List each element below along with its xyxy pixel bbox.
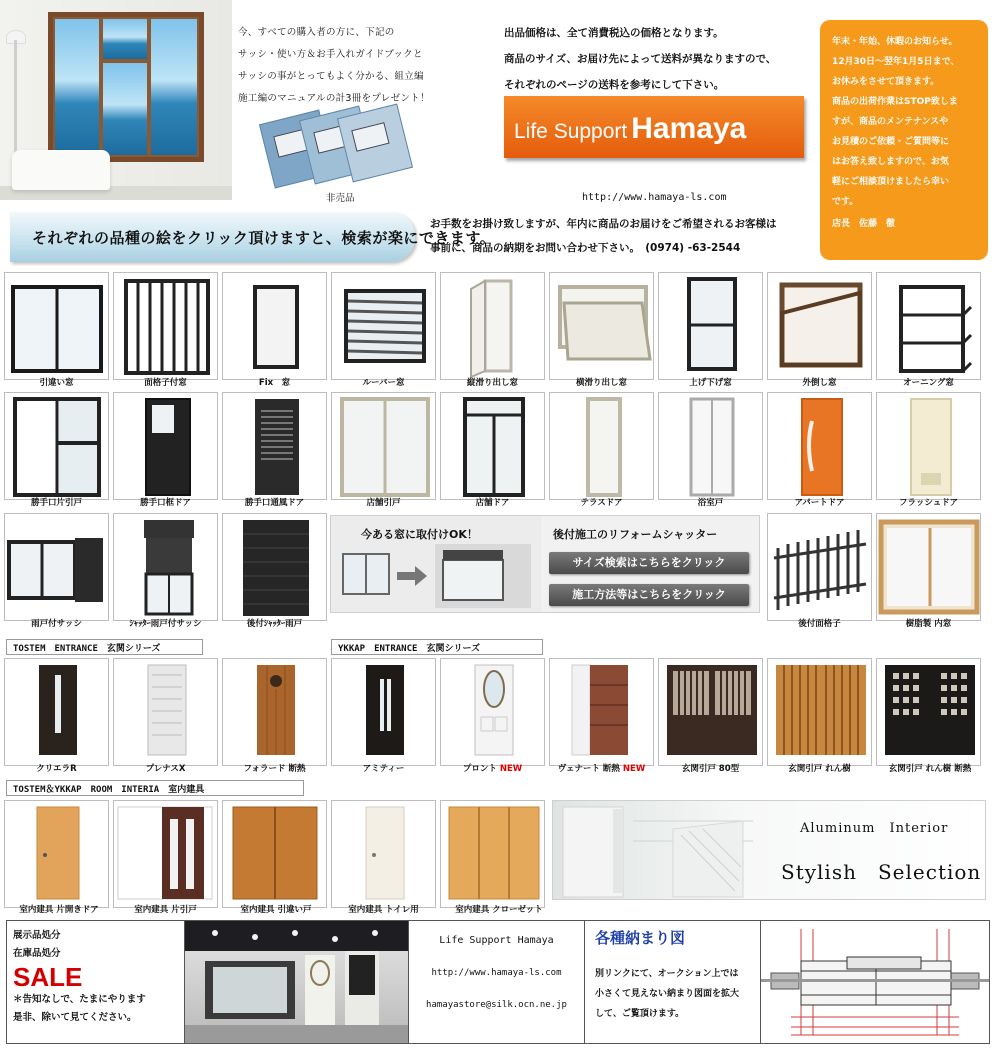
label-fix-window: Fix 窓 [258, 378, 291, 388]
fit-drawings-title: 各種納まり図 [595, 929, 686, 947]
label-louver-window: ルーバー窓 [362, 378, 405, 388]
label-storm-shutter-sash: 雨戸付サッシ [31, 619, 82, 629]
product-entrance-forard[interactable] [222, 658, 327, 766]
label-apartment-door: アパートドア [794, 498, 845, 508]
product-sliding-entrance-renju[interactable] [767, 658, 872, 766]
product-retrofit-grille[interactable] [767, 513, 872, 621]
product-entrance-pronto[interactable] [440, 658, 545, 766]
product-entrance-amity[interactable] [331, 658, 436, 766]
label-interior-sliding-door: 室内建具 片引戸 [134, 905, 197, 915]
label-shop-sliding-door: 店舗引戸 [366, 498, 401, 508]
new-badge: NEW [499, 764, 523, 774]
product-shop-sliding-door[interactable] [331, 392, 436, 500]
brand-name: Hamaya [631, 112, 747, 145]
label-interior-closet: 室内建具 クローゼット [455, 905, 543, 915]
label-flush-door: フラッシュドア [899, 498, 958, 508]
present-intro-text: 今、すべての購入者の方に、下記の サッシ・使い方＆お手入れガイドブックと サッシの事がとってもよく分かる、組立編 施工編のマニュアルの計3冊をプレゼント！ [238, 27, 430, 104]
label-resin-inner-window: 樹脂製 内窓 [905, 619, 952, 629]
tostem-entrance-title: TOSTEM ENTRANCE 玄関シリーズ [6, 639, 203, 655]
product-interior-toilet-door[interactable] [331, 800, 436, 908]
product-sliding-entrance-80[interactable] [658, 658, 763, 766]
label-terrace-door: テラスドア [580, 498, 623, 508]
guidebook-image [258, 110, 408, 186]
retrofit-shutter-promo[interactable] [330, 515, 760, 613]
label-sliding-entrance-renju-insulated: 玄関引戸 れん樹 断熱 [888, 764, 972, 774]
product-flush-door[interactable] [876, 392, 981, 500]
product-entrance-criera[interactable] [4, 658, 109, 766]
search-hint-banner: それぞれの品種の絵をクリック頂けますと、検索が楽にできます。 [10, 212, 415, 262]
label-interior-hinged-door: 室内建具 片開きドア [19, 905, 99, 915]
label-sliding-window: 引違い窓 [39, 378, 74, 388]
clearance-sale-section[interactable]: 展示品処分 在庫品処分 SALE ＊告知なしで、たまにやります 是非、除いて見てください。 [7, 921, 185, 1043]
brand-prefix: Life Support [514, 120, 628, 143]
hero-room-image [0, 0, 232, 200]
product-interior-closet[interactable] [440, 800, 545, 908]
product-retrofit-shutter[interactable] [222, 513, 327, 621]
product-bathroom-door[interactable] [658, 392, 763, 500]
product-interior-double-sliding-door[interactable] [222, 800, 327, 908]
label-jalousie-window: オーニング窓 [903, 378, 954, 388]
product-entrance-plenas[interactable] [113, 658, 218, 766]
product-interior-hinged-door[interactable] [4, 800, 109, 908]
label-awning-window: 横滑り出し窓 [575, 378, 627, 388]
label-casement-window: 縦滑り出し窓 [466, 378, 518, 388]
label-kitchen-vent-door: 勝手口通風ドア [244, 498, 305, 508]
product-double-hung-window[interactable] [658, 272, 763, 380]
product-kitchen-vent-door[interactable] [222, 392, 327, 500]
product-apartment-door[interactable] [767, 392, 872, 500]
ykkap-entrance-title: YKKAP ENTRANCE 玄関シリーズ [331, 639, 543, 655]
contact-section [409, 921, 585, 1043]
fit-drawings-section[interactable]: 各種納まり図 別リンクにて、オークション上では 小さくて見えない納まり図面を拡大 して、ご覧頂けます。 [585, 921, 761, 1043]
new-badge: NEW [622, 764, 646, 774]
price-info-text: 出品価格は、全て消費税込の価格となります。 商品のサイズ、お届け先によって送料が異なりますので、 それぞれのページの送料を参考にして下さい。 [504, 27, 777, 91]
label-retrofit-shutter: 後付ｼｬｯﾀｰ雨戸 [246, 619, 303, 629]
not-for-sale-caption: 非売品 [326, 193, 355, 204]
banner-line-2: Stylish Selection [781, 860, 982, 884]
label-entrance-plenas: プレナスX [145, 764, 186, 774]
label-entrance-pronto: プロント NEW [462, 764, 523, 774]
brand-logo-banner[interactable] [504, 96, 804, 158]
contact-name: Life Support Hamaya [439, 935, 554, 946]
label-kitchen-frame-door: 勝手口框ドア [140, 498, 191, 508]
product-casement-window[interactable] [440, 272, 545, 380]
contact-url[interactable]: http://www.hamaya-ls.com [431, 968, 562, 978]
product-fix-window[interactable] [222, 272, 327, 380]
label-retrofit-grille: 後付面格子 [798, 619, 841, 629]
label-shutter-sash: ｼｬｯﾀｰ雨戸付サッシ [129, 619, 202, 629]
banner-line-1: Aluminum Interior [800, 821, 949, 836]
product-terrace-door[interactable] [549, 392, 654, 500]
label-shop-door: 店舗ドア [475, 498, 510, 508]
install-method-button[interactable]: 施工方法等はこちらをクリック [549, 584, 749, 606]
site-url-link[interactable]: http://www.hamaya-ls.com [582, 192, 727, 203]
size-search-button[interactable]: サイズ検索はこちらをクリック [549, 552, 749, 574]
product-kitchen-frame-door[interactable] [113, 392, 218, 500]
footer-strip [6, 920, 990, 1044]
product-sliding-window[interactable] [4, 272, 109, 380]
product-storm-shutter-sash[interactable] [4, 513, 109, 621]
product-resin-inner-window[interactable] [876, 513, 981, 621]
label-kitchen-sliding-door: 勝手口片引戸 [30, 498, 82, 508]
label-hopper-window: 外倒し窓 [802, 378, 837, 388]
product-entrance-venato[interactable] [549, 658, 654, 766]
promo-title: 後付施工のリフォームシャッター [553, 528, 718, 541]
delivery-notice: お手数をお掛け致しますが、年内に商品のお届けをご希望されるお客様は 事前に、商品の納期をお問い合わせ下さい。 (0974) -63-2544 [430, 218, 777, 254]
product-awning-window[interactable] [549, 272, 654, 380]
label-entrance-amity: アミティー [362, 764, 405, 774]
label-bathroom-door: 浴室戸 [697, 498, 724, 508]
label-interior-double-sliding-door: 室内建具 引違い戸 [240, 905, 312, 915]
product-hopper-window[interactable] [767, 272, 872, 380]
product-interior-sliding-door[interactable] [113, 800, 218, 908]
product-shop-door[interactable] [440, 392, 545, 500]
product-louver-window[interactable] [331, 272, 436, 380]
label-sliding-entrance-80: 玄関引戸 80型 [681, 764, 740, 774]
showroom-photo[interactable] [185, 921, 409, 1043]
contact-email[interactable]: hamayastore@silk.ocn.ne.jp [426, 1000, 567, 1010]
fit-diagram-image[interactable] [761, 921, 989, 1043]
holiday-notice: 年末・年始、休暇のお知らせ。 12月30日〜翌年1月5日まで、 お休みをさせて頂きます。 商品の出荷作業はSTOP致しま すが、商品のメンテナンスや お見積のご依頼・ご質問等に はお答え致しますので、お気 軽にご相談頂けましたら幸い です。 店長 佐藤 徹 [820, 20, 988, 260]
product-jalousie-window[interactable] [876, 272, 981, 380]
sale-label: SALE [13, 962, 83, 992]
interior-title: TOSTEM＆YKKAP ROOM INTERIA 室内建具 [6, 780, 304, 796]
label-interior-toilet-door: 室内建具 トイレ用 [348, 905, 419, 915]
product-shutter-sash[interactable] [113, 513, 218, 621]
label-sliding-entrance-renju: 玄関引戸 れん樹 [788, 764, 851, 774]
product-kitchen-sliding-door[interactable] [4, 392, 109, 500]
label-entrance-venato: ヴェナート 断熱 NEW [557, 764, 646, 774]
product-grille-window[interactable] [113, 272, 218, 380]
label-entrance-forard: フォラード 断熱 [243, 764, 306, 774]
label-grille-window: 面格子付窓 [144, 378, 187, 388]
aluminum-interior-banner[interactable] [552, 800, 986, 900]
promo-headline: 今ある窓に取付けOK！ [361, 528, 478, 541]
label-entrance-criera: クリエラR [36, 764, 77, 774]
label-double-hung-window: 上げ下げ窓 [689, 378, 732, 388]
product-sliding-entrance-renju-insulated[interactable] [876, 658, 981, 766]
